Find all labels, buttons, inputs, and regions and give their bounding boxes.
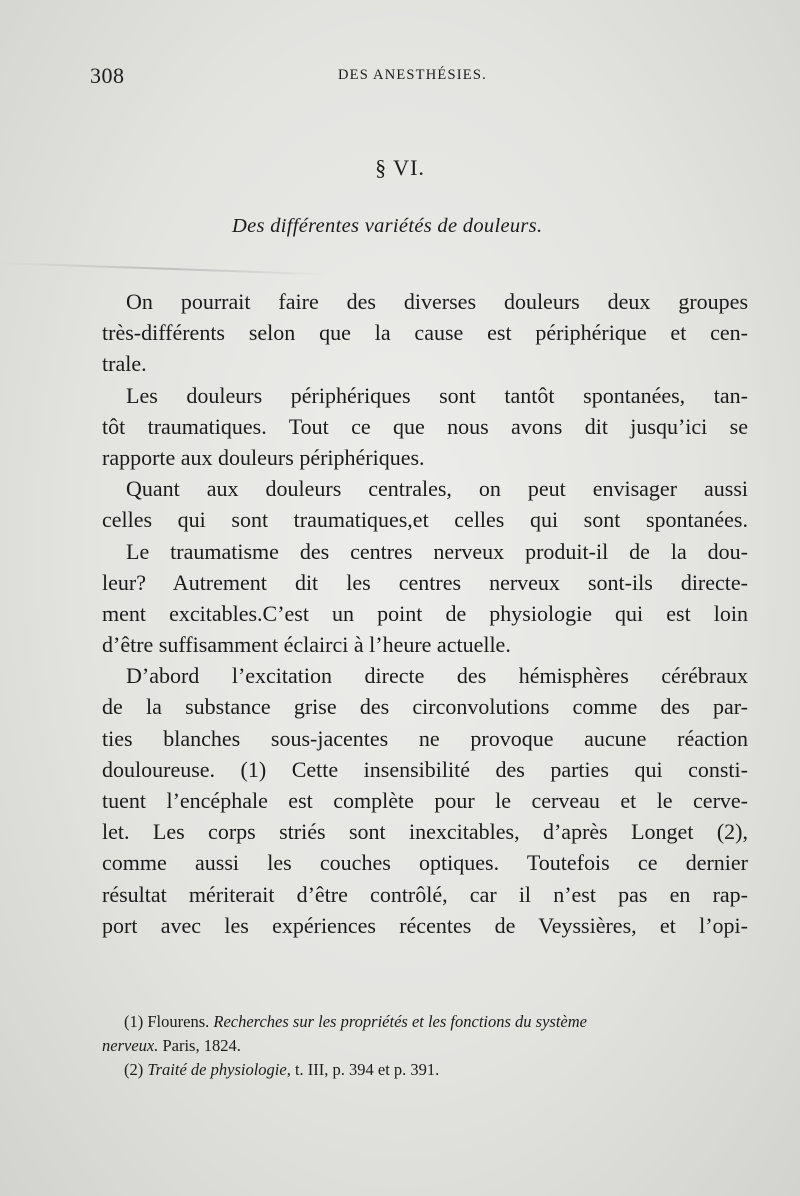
body-line: Les douleurs périphériques sont tantôt spontanées, tan-	[126, 382, 748, 408]
body-line: tôt traumatiques. Tout ce que nous avons dit jusqu’ici se	[102, 413, 748, 439]
body-line: port avec les expériences récentes de Veyssières, et l’opi-	[102, 912, 748, 938]
body-text	[102, 286, 748, 941]
paper-crease	[0, 262, 330, 276]
body-line: ment excitables.C’est un point de physiologie qui est loin	[102, 600, 748, 626]
footnote-1-title-cont: nerveux.	[102, 1036, 159, 1055]
body-line: tuent l’encéphale est complète pour le cerveau et le cerve-	[102, 788, 748, 813]
body-line: celles qui sont traumatiques,et celles qui sont spontanées.	[102, 507, 748, 533]
running-head: DES ANESTHÉSIES.	[338, 67, 487, 83]
footnote-2-title: Traité de physiologie	[147, 1060, 287, 1079]
footnote-1-marker: (1) Flourens.	[124, 1012, 210, 1031]
body-line: résultat mériterait d’être contrôlé, car il n’est pas en rap-	[102, 881, 748, 907]
body-line: rapporte aux douleurs périphériques.	[102, 444, 425, 470]
page-number: 308	[90, 63, 125, 88]
footnotes	[102, 1010, 750, 1082]
body-line: douloureuse. (1) Cette insensibilité des parties qui consti-	[102, 756, 748, 782]
body-line: d’être suffisamment éclairci à l’heure actuelle.	[102, 632, 511, 658]
footnote-1-rest: Paris, 1824.	[162, 1036, 241, 1055]
body-line: comme aussi les couches optiques. Toutefois ce dernier	[102, 850, 748, 876]
page-header	[88, 63, 748, 93]
footnote-1-continuation	[102, 1034, 750, 1058]
body-line: Quant aux douleurs centrales, on peut envisager aussi	[126, 476, 748, 502]
body-line: On pourrait faire des diverses douleurs deux groupes	[126, 289, 748, 314]
body-line: trale.	[102, 351, 147, 377]
body-line: D’abord l’excitation directe des hémisphères cérébraux	[126, 663, 748, 689]
section-number: § VI.	[375, 155, 425, 180]
body-line: leur? Autrement dit les centres nerveux sont-ils directe-	[102, 569, 748, 595]
footnote-1-title: Recherches sur les propriétés et les fonctions du système	[213, 1012, 587, 1031]
body-line: ties blanches sous-jacentes ne provoque aucune réaction	[102, 725, 748, 751]
section-title: Des différentes variétés de douleurs.	[232, 215, 543, 237]
footnote-2-marker: (2)	[124, 1060, 144, 1079]
footnote-2-rest: , t. III, p. 394 et p. 391.	[286, 1060, 440, 1079]
body-line: très-différents selon que la cause est périphérique et cen-	[102, 320, 748, 346]
footnote-2	[124, 1058, 750, 1082]
body-line: let. Les corps striés sont inexcitables, d’après Longet (2),	[102, 819, 748, 845]
footnote-1	[124, 1010, 750, 1034]
body-line: Le traumatisme des centres nerveux produit-il de la dou-	[126, 538, 748, 564]
body-line: de la substance grise des circonvolutions comme des par-	[102, 694, 748, 720]
